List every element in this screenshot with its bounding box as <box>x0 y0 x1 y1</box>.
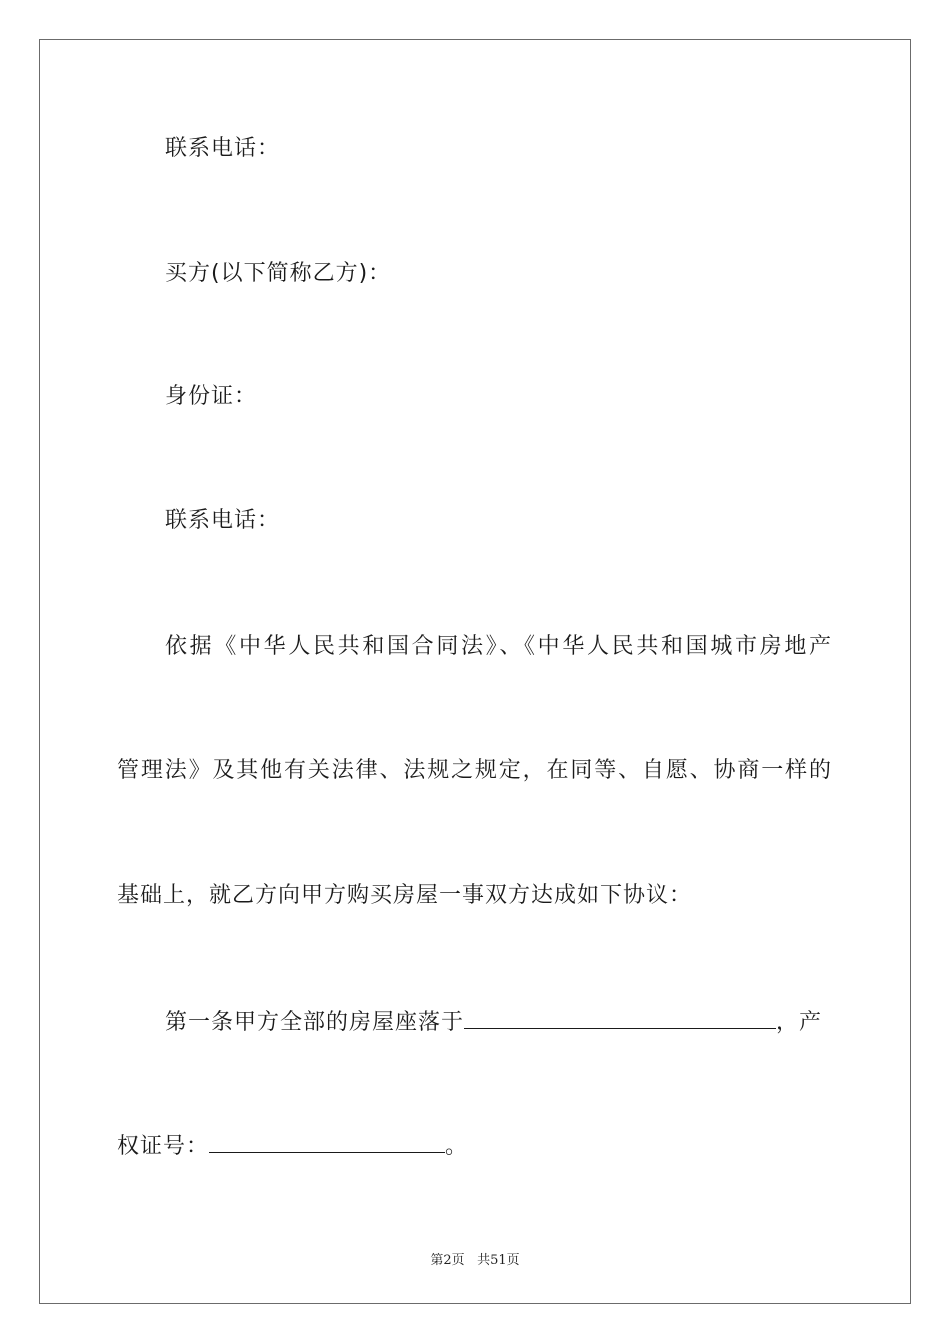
cert-suffix: 。 <box>445 1134 469 1159</box>
article-1-suffix: ，产 <box>776 1010 823 1035</box>
basis-paragraph-line-2: 管理法》及其他有关法律、法规之规定，在同等、自愿、协商一样的 <box>117 758 832 783</box>
basis-paragraph-line-3: 基础上，就乙方向甲方购买房屋一事双方达成如下协议： <box>117 883 693 908</box>
location-blank <box>464 1008 776 1029</box>
buyer-phone-label: 联系电话： <box>165 508 281 533</box>
article-1-prefix: 第一条甲方全部的房屋座落于 <box>165 1010 465 1035</box>
cert-prefix: 权证号： <box>117 1134 210 1159</box>
page-frame <box>39 39 911 1304</box>
page-number: 第2页 <box>430 1253 465 1268</box>
article-1-line-2 <box>117 1132 468 1160</box>
total-pages: 共51页 <box>477 1253 520 1268</box>
seller-phone-label: 联系电话： <box>165 136 281 161</box>
buyer-label: 买方(以下简称乙方)： <box>165 261 392 286</box>
page-footer <box>0 1249 950 1268</box>
basis-paragraph-line-1: 依据《中华人民共和国合同法》、《中华人民共和国城市房地产 <box>165 634 832 659</box>
buyer-id-label: 身份证： <box>165 384 258 409</box>
certificate-number-blank <box>209 1132 445 1153</box>
article-1-line-1 <box>165 1008 822 1036</box>
